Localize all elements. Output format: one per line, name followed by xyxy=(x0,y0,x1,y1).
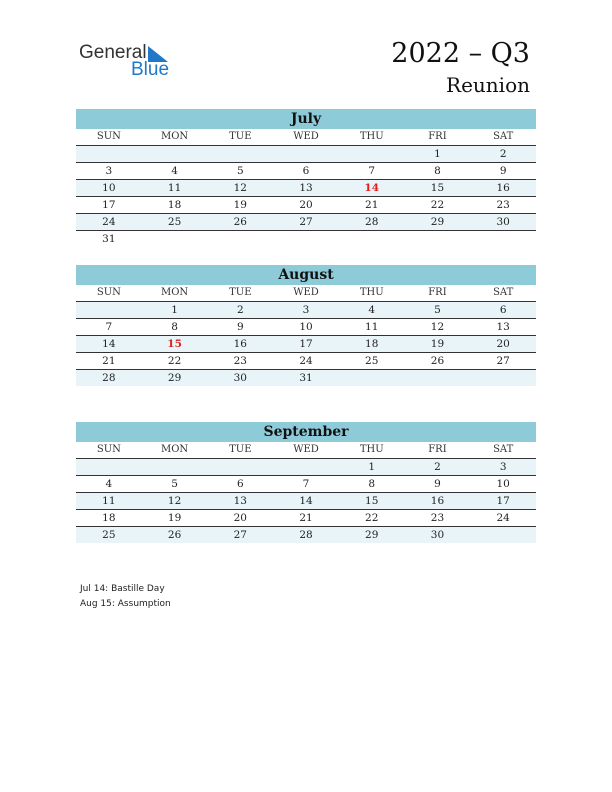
day-cell: 13 xyxy=(299,182,313,194)
day-cell: 31 xyxy=(299,372,313,384)
day-cell: 12 xyxy=(167,495,182,507)
day-cell: 31 xyxy=(102,233,116,245)
month-july xyxy=(76,109,536,247)
day-cell xyxy=(142,146,208,162)
day-cell: 5 xyxy=(171,478,178,490)
day-cell: 3 xyxy=(302,304,310,316)
day-cell: 11 xyxy=(167,182,182,194)
day-cell: 2 xyxy=(434,461,441,473)
day-cell: 17 xyxy=(496,495,510,507)
week-grid xyxy=(76,459,536,543)
week-row xyxy=(76,493,536,510)
day-cell: 29 xyxy=(365,529,379,541)
day-cell: 1 xyxy=(368,461,376,473)
weekday-label: THU xyxy=(359,287,384,298)
month-august xyxy=(76,265,536,386)
weekday-label: MON xyxy=(160,131,189,142)
day-cell: 19 xyxy=(233,199,247,211)
day-cell: 12 xyxy=(430,321,445,333)
day-cell: 12 xyxy=(233,182,247,194)
day-cell: 19 xyxy=(430,338,445,350)
weekday-label: TUE xyxy=(229,131,252,142)
day-cell: 18 xyxy=(365,338,379,350)
week-grid xyxy=(76,302,536,386)
day-cell: 15 xyxy=(430,182,445,194)
region-name: Reunion xyxy=(446,73,530,97)
day-cell: 26 xyxy=(233,216,247,228)
day-cell: 4 xyxy=(105,478,113,490)
day-cell xyxy=(207,231,273,247)
day-cell: 8 xyxy=(434,165,441,177)
week-row xyxy=(76,163,536,180)
day-cell: 5 xyxy=(236,165,244,177)
day-cell: 24 xyxy=(496,512,510,524)
weekday-label: FRI xyxy=(428,444,447,455)
day-cell: 10 xyxy=(496,478,510,490)
day-cell xyxy=(207,146,273,162)
day-cell: 16 xyxy=(496,182,510,194)
day-cell: 7 xyxy=(105,321,113,333)
day-cell: 24 xyxy=(102,216,116,228)
day-cell: 22 xyxy=(430,199,445,211)
day-cell: 28 xyxy=(365,216,379,228)
day-cell: 20 xyxy=(299,199,313,211)
day-cell: 27 xyxy=(299,216,313,228)
weekday-label: THU xyxy=(359,131,384,142)
day-cell: 30 xyxy=(430,529,445,541)
weekday-label: SUN xyxy=(96,287,121,298)
day-cell: 23 xyxy=(233,355,247,367)
week-grid xyxy=(76,146,536,247)
day-cell: 4 xyxy=(171,165,178,177)
weekday-label: SUN xyxy=(96,131,121,142)
day-cell: 26 xyxy=(430,355,445,367)
day-cell: 1 xyxy=(171,304,178,316)
day-cell: 14 xyxy=(299,495,313,507)
day-cell: 18 xyxy=(102,512,116,524)
week-row xyxy=(76,197,536,214)
weekday-header xyxy=(76,129,536,146)
day-cell: 19 xyxy=(167,512,182,524)
day-cell: 6 xyxy=(499,304,507,316)
day-cell: 24 xyxy=(299,355,313,367)
week-row xyxy=(76,214,536,231)
day-cell: 25 xyxy=(102,529,116,541)
day-cell xyxy=(76,146,142,162)
day-cell: 11 xyxy=(102,495,116,507)
day-cell: 16 xyxy=(233,338,247,350)
day-cell: 17 xyxy=(299,338,313,350)
day-cell: 20 xyxy=(496,338,510,350)
day-cell: 29 xyxy=(167,372,182,384)
day-cell xyxy=(405,231,471,247)
day-cell xyxy=(470,370,536,386)
weekday-label: MON xyxy=(160,444,189,455)
day-cell: 6 xyxy=(236,478,244,490)
logo-general-text: General xyxy=(79,42,147,63)
holiday-note: Jul 14: Bastille Day xyxy=(80,584,165,594)
day-cell: 4 xyxy=(368,304,376,316)
day-cell: 6 xyxy=(302,165,310,177)
month-september xyxy=(76,422,536,543)
day-cell: 21 xyxy=(102,355,116,367)
week-row xyxy=(76,510,536,527)
day-cell: 20 xyxy=(233,512,247,524)
weekday-header xyxy=(76,442,536,459)
weekday-label: SAT xyxy=(493,131,514,142)
day-cell: 30 xyxy=(233,372,247,384)
week-row xyxy=(76,353,536,370)
day-cell: 23 xyxy=(430,512,445,524)
weekday-label: WED xyxy=(293,287,319,298)
week-row xyxy=(76,370,536,386)
day-cell: 16 xyxy=(430,495,445,507)
day-cell: 7 xyxy=(302,478,310,490)
weekday-label: SAT xyxy=(493,287,514,298)
week-row xyxy=(76,146,536,163)
day-cell: 3 xyxy=(105,165,113,177)
day-cell xyxy=(273,459,339,475)
day-cell xyxy=(207,459,273,475)
day-cell: 29 xyxy=(430,216,445,228)
day-cell: 8 xyxy=(171,321,178,333)
day-cell: 9 xyxy=(434,478,441,490)
day-cell: 23 xyxy=(496,199,510,211)
weekday-label: WED xyxy=(293,131,319,142)
day-cell: 7 xyxy=(368,165,376,177)
weekday-label: SAT xyxy=(493,444,514,455)
month-name: July xyxy=(76,109,536,129)
day-cell: 22 xyxy=(365,512,379,524)
day-cell: 21 xyxy=(365,199,379,211)
weekday-label: FRI xyxy=(428,131,447,142)
weekday-label: TUE xyxy=(229,287,252,298)
day-cell: 13 xyxy=(233,495,247,507)
day-cell: 21 xyxy=(299,512,313,524)
day-cell xyxy=(339,370,405,386)
day-cell: 30 xyxy=(496,216,510,228)
week-row xyxy=(76,180,536,197)
weekday-label: FRI xyxy=(428,287,447,298)
day-cell xyxy=(405,370,471,386)
holiday-note: Aug 15: Assumption xyxy=(80,599,171,609)
day-cell: 15 xyxy=(365,495,379,507)
day-cell: 8 xyxy=(368,478,376,490)
week-row xyxy=(76,302,536,319)
holiday-notes xyxy=(80,582,171,612)
day-cell xyxy=(470,527,536,543)
day-cell: 26 xyxy=(167,529,182,541)
weekday-label: TUE xyxy=(229,444,252,455)
holiday-day-cell: 15 xyxy=(167,338,182,350)
week-row xyxy=(76,319,536,336)
day-cell xyxy=(76,459,142,475)
day-cell: 25 xyxy=(167,216,182,228)
day-cell xyxy=(76,302,142,318)
day-cell: 22 xyxy=(167,355,182,367)
day-cell: 10 xyxy=(102,182,116,194)
weekday-label: WED xyxy=(293,444,319,455)
month-name: August xyxy=(76,265,536,285)
day-cell: 13 xyxy=(496,321,510,333)
weekday-label: SUN xyxy=(96,444,121,455)
day-cell: 5 xyxy=(434,304,441,316)
holiday-day-cell: 14 xyxy=(364,182,380,194)
week-row xyxy=(76,527,536,543)
day-cell xyxy=(470,231,536,247)
week-row xyxy=(76,336,536,353)
day-cell: 10 xyxy=(299,321,313,333)
week-row xyxy=(76,459,536,476)
weekday-label: THU xyxy=(359,444,384,455)
day-cell: 28 xyxy=(299,529,313,541)
day-cell: 27 xyxy=(233,529,247,541)
day-cell xyxy=(273,146,339,162)
day-cell: 9 xyxy=(499,165,507,177)
weekday-header xyxy=(76,285,536,302)
day-cell: 18 xyxy=(167,199,182,211)
day-cell xyxy=(142,459,208,475)
day-cell: 2 xyxy=(499,148,507,160)
day-cell xyxy=(339,146,405,162)
day-cell xyxy=(142,231,208,247)
day-cell: 11 xyxy=(365,321,379,333)
week-row xyxy=(76,231,536,247)
day-cell: 14 xyxy=(102,338,116,350)
day-cell: 28 xyxy=(102,372,116,384)
month-name: September xyxy=(76,422,536,442)
weekday-label: MON xyxy=(160,287,189,298)
day-cell: 9 xyxy=(236,321,244,333)
day-cell: 2 xyxy=(236,304,244,316)
week-row xyxy=(76,476,536,493)
day-cell xyxy=(339,231,405,247)
day-cell: 27 xyxy=(496,355,510,367)
day-cell: 1 xyxy=(434,148,441,160)
day-cell: 17 xyxy=(102,199,116,211)
day-cell: 25 xyxy=(365,355,379,367)
day-cell xyxy=(273,231,339,247)
page-title: 2022 – Q3 xyxy=(391,38,530,69)
logo-blue-text: Blue xyxy=(131,59,170,80)
day-cell: 3 xyxy=(499,461,507,473)
